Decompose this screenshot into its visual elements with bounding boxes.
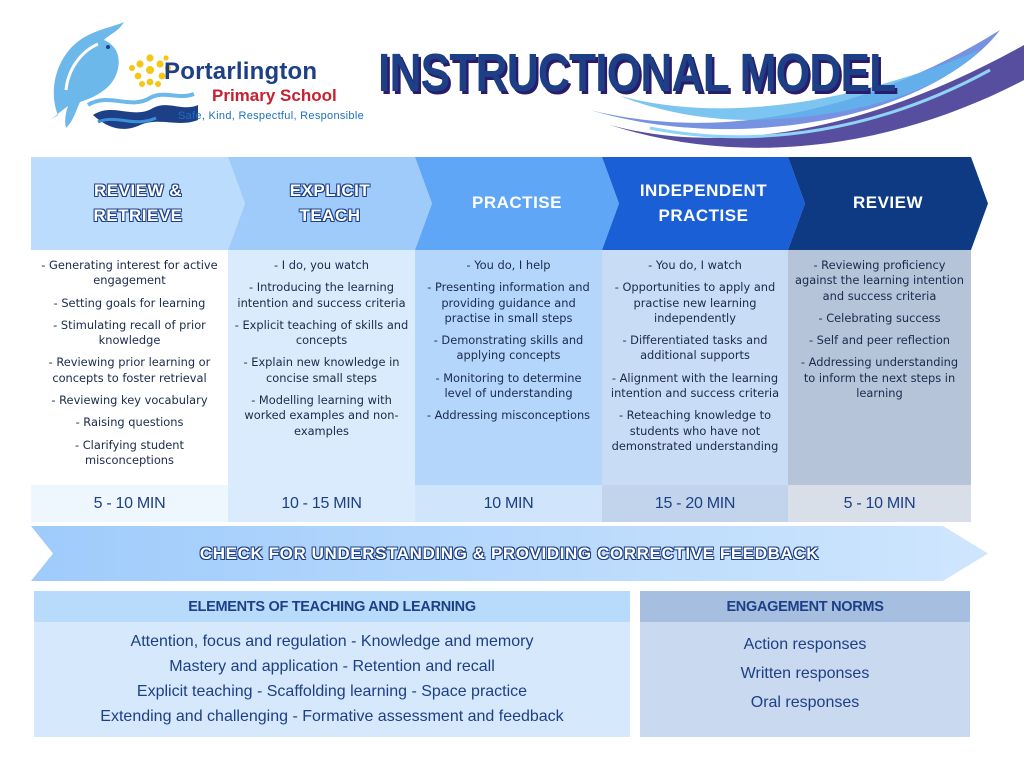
school-motto: Safe, Kind, Respectful, Responsible <box>178 110 364 122</box>
elements-list <box>34 622 630 729</box>
elements-line: Extending and challenging - Formative assessment and feedback <box>100 708 564 725</box>
stage-point: - Reviewing proficiency against the learning intention and success criteria <box>795 258 964 303</box>
stages-row <box>31 157 988 522</box>
stage-title <box>31 157 245 250</box>
stage-point: - Addressing misconceptions <box>426 408 591 423</box>
stage-point: - Explicit teaching of skills and concepts <box>234 317 409 348</box>
elements-line: Mastery and application - Retention and recall <box>169 658 495 675</box>
stage-point: - Generating interest for active engagement <box>41 258 218 288</box>
stage-point: - Self and peer reflection <box>808 333 951 348</box>
stage-point: - Alignment with the learning intention and success criteria <box>610 370 780 401</box>
stage-point: - You do, I watch <box>648 258 742 272</box>
stage-point: - Monitoring to determine level of understanding <box>435 370 582 401</box>
elements-line: Attention, focus and regulation - Knowledge and memory <box>130 633 534 650</box>
stage-duration: 5 - 10 MIN <box>788 485 971 522</box>
stage-points <box>788 250 971 485</box>
norm-item: Oral responses <box>750 694 860 711</box>
stage-duration: 10 - 15 MIN <box>228 485 415 522</box>
stage-point: - Explain new knowledge in concise small steps <box>243 355 400 385</box>
stage-point: - Raising questions <box>75 415 184 430</box>
stage-title-text <box>93 179 182 228</box>
page-title: INSTRUCTIONAL MODEL <box>378 43 896 103</box>
stage-title-line: EXPLICIT <box>289 180 371 200</box>
stage-duration: 10 MIN <box>415 485 602 522</box>
stage-point: - Reteaching knowledge to students who have not demonstrated understanding <box>611 408 779 453</box>
stage-point: - Differentiated tasks and additional supports <box>622 333 768 363</box>
stage-point: - Presenting information and providing guidance and practise in small steps <box>427 280 590 325</box>
stage-point: - Opportunities to apply and practise new learning independently <box>614 280 776 325</box>
stage-points <box>415 250 602 485</box>
elements-panel <box>34 591 630 737</box>
stage-title-line: INDEPENDENT <box>639 180 768 200</box>
stage-title-line: REVIEW <box>852 193 924 213</box>
stage-title <box>602 157 805 250</box>
stage-title-line: REVIEW & <box>93 180 183 200</box>
stage-point: - Reviewing key vocabulary <box>51 393 208 408</box>
stage-title <box>228 157 432 250</box>
stage-point: - Modelling learning with worked examples and non-examples <box>244 393 399 438</box>
stage-point: - Reviewing prior learning or concepts to foster retrieval <box>48 355 211 385</box>
stage-points <box>31 250 228 485</box>
stage-title-text <box>853 191 923 216</box>
stage-title-text <box>290 179 371 228</box>
stage-title-text <box>640 179 767 228</box>
school-subtitle: Primary School <box>212 86 337 105</box>
elements-line: Explicit teaching - Scaffolding learning - Space practice <box>136 683 528 700</box>
school-name: Portarlington <box>164 58 318 85</box>
stage-point: - Demonstrating skills and applying concepts <box>433 333 584 363</box>
stage-title <box>415 157 619 250</box>
stage-point: - You do, I help <box>466 258 551 272</box>
stage-title-line: PRACTISE <box>658 205 749 225</box>
stage-point: - Celebrating success <box>818 310 941 325</box>
norm-item: Written responses <box>740 665 870 682</box>
stage-title-line: RETRIEVE <box>93 205 183 225</box>
elements-title: ELEMENTS OF TEACHING AND LEARNING <box>34 591 630 622</box>
stage-duration: 15 - 20 MIN <box>602 485 788 522</box>
stage-point: - Introducing the learning intention and success criteria <box>237 280 406 310</box>
check-banner-label: CHECK FOR UNDERSTANDING & PROVIDING CORRECTIVE FEEDBACK <box>199 543 820 563</box>
stage-point: - Clarifying student misconceptions <box>74 437 184 467</box>
stage-duration: 5 - 10 MIN <box>31 485 228 522</box>
stage-title-line: TEACH <box>299 205 361 225</box>
norm-item: Action responses <box>743 636 867 653</box>
stage-point: - Addressing understanding to inform the next steps in learning <box>800 355 959 401</box>
stage-point: - I do, you watch <box>274 258 369 272</box>
norms-panel <box>640 591 970 737</box>
norms-title: ENGAGEMENT NORMS <box>640 591 970 622</box>
stage-point: - Stimulating recall of prior knowledge <box>53 317 206 348</box>
stage-title-line: PRACTISE <box>472 193 562 213</box>
stage-points <box>228 250 415 485</box>
stage-title-text <box>472 191 562 216</box>
stage-points <box>602 250 788 485</box>
stage-title <box>788 157 988 250</box>
stage-point: - Setting goals for learning <box>53 295 206 310</box>
norms-list <box>640 622 970 717</box>
